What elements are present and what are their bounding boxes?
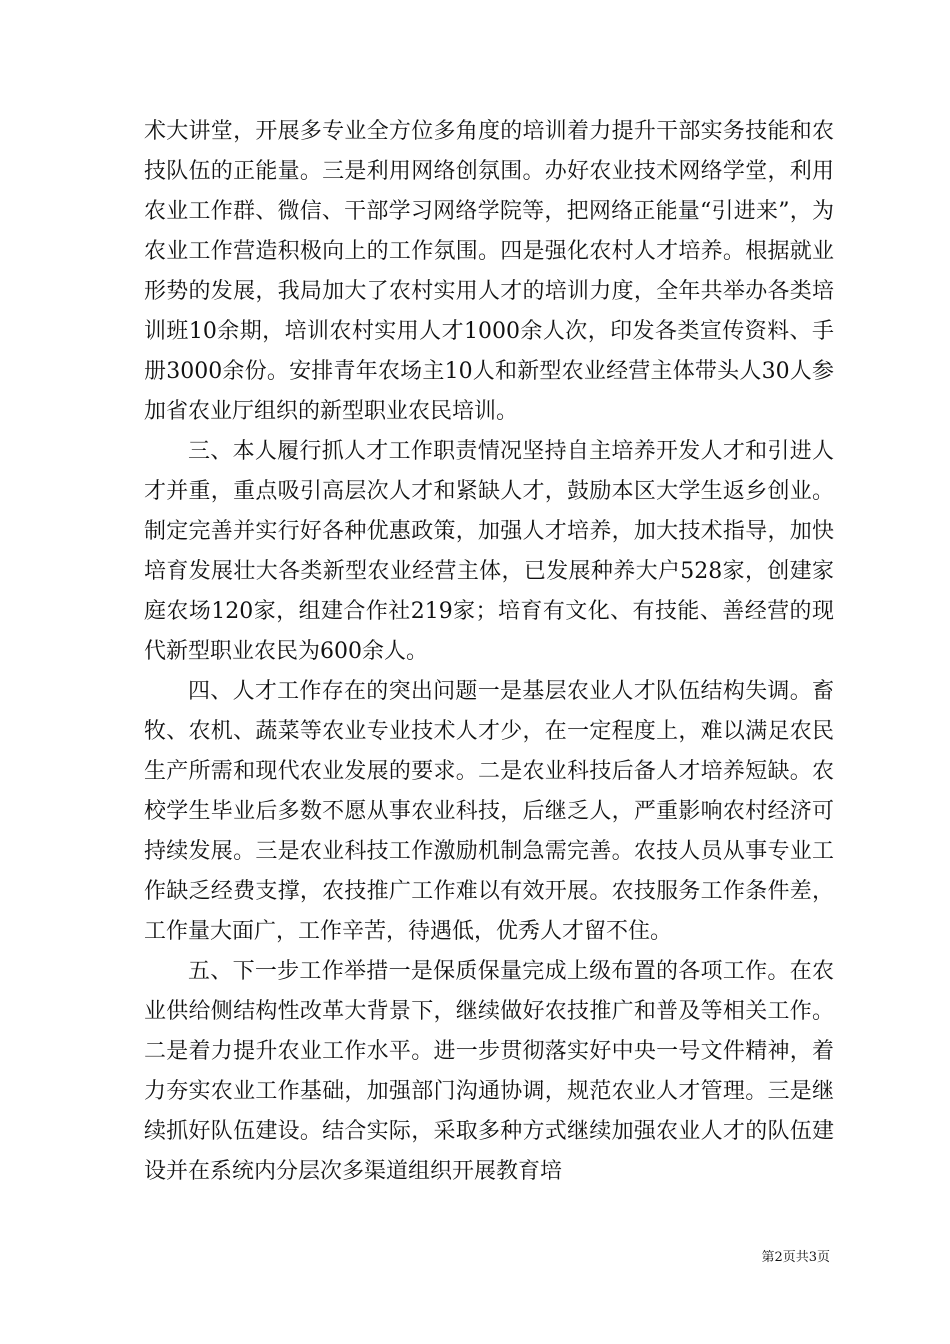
page-number-footer: 第2页共3页 xyxy=(761,1250,830,1265)
paragraph-section-four: 四、人才工作存在的突出问题一是基层农业人才队伍结构失调。畜牧、农机、蔬菜等农业专业技术人才少，在一定程度上，难以满足农民生产所需和现代农业发展的要求。二是农业科技后备人才培养短缺。农校学生毕业后多数不愿从事农业科技，后继乏人，严重影响农村经济可持续发展。三是农业科技工作激励机制急需完善。农技人员从事专业工作缺乏经费支撑，农技推广工作难以有效开展。农技服务工作条件差，工作量大面广，工作辛苦，待遇低，优秀人才留不住。 xyxy=(144,679,834,944)
paragraph-continued: 术大讲堂，开展多专业全方位多角度的培训着力提升干部实务技能和农技队伍的正能量。三是利用网络创氛围。办好农业技术网络学堂，利用农业工作群、微信、干部学习网络学院等，把网络正能量“引进来”，为农业工作营造积极向上的工作氛围。四是强化农村人才培养。根据就业形势的发展，我局加大了农村实用人才的培训力度，全年共举办各类培训班10余期，培训农村实用人才1000余人次，印发各类宣传资料、手册3000余份。安排青年农场主10人和新型农业经营主体带头人30人参加省农业厅组织的新型职业农民培训。 xyxy=(144,119,834,424)
document-body xyxy=(144,112,834,1192)
paragraph-section-three: 三、本人履行抓人才工作职责情况坚持自主培养开发人才和引进人才并重，重点吸引高层次人才和紧缺人才，鼓励本区大学生返乡创业。制定完善并实行好各种优惠政策，加强人才培养，加大技术指导，加快培育发展壮大各类新型农业经营主体，已发展种养大户528家，创建家庭农场120家，组建合作社219家；培育有文化、有技能、善经营的现代新型职业农民为600余人。 xyxy=(144,439,834,664)
paragraph-section-five: 五、下一步工作举措一是保质保量完成上级布置的各项工作。在农业供给侧结构性改革大背景下，继续做好农技推广和普及等相关工作。二是着力提升农业工作水平。进一步贯彻落实好中央一号文件精神，着力夯实农业工作基础，加强部门沟通协调，规范农业人才管理。三是继续抓好队伍建设。结合实际，采取多种方式继续加强农业人才的队伍建设并在系统内分层次多渠道组织开展教育培 xyxy=(144,959,834,1184)
